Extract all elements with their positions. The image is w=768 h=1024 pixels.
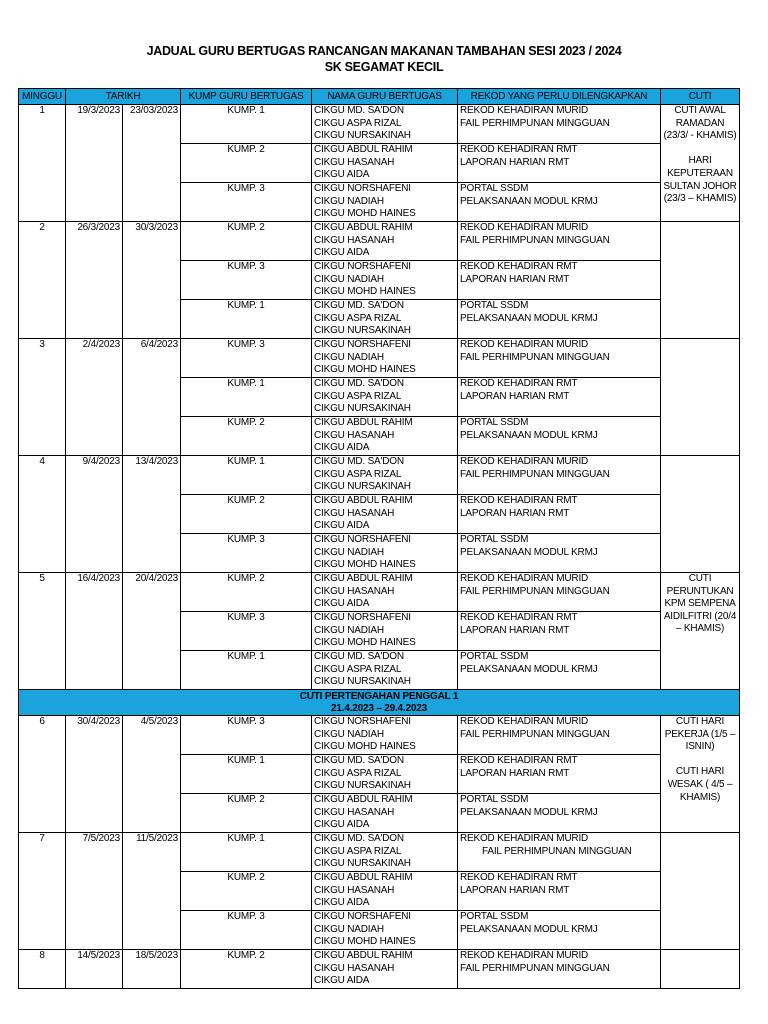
- start-date: 26/3/2023: [66, 222, 123, 339]
- teacher-names: CIKGU MD. SA'DON CIKGU ASPA RIZAL CIKGU NURSAKINAH: [312, 378, 458, 417]
- teacher-names: CIKGU NORSHAFENI CIKGU NADIAH CIKGU MOHD HAINES: [312, 261, 458, 300]
- teacher-names: CIKGU NORSHAFENI CIKGU NADIAH CIKGU MOHD HAINES: [312, 339, 458, 378]
- header-cuti: CUTI: [661, 89, 740, 105]
- group-label: KUMP. 3: [181, 183, 312, 222]
- holiday-note: CUTI HARI PEKERJA (1/5 – ISNIN) CUTI HARI WESAK ( 4/5 – KHAMIS): [661, 716, 740, 833]
- records-to-complete: REKOD KEHADIRAN MURID FAIL PERHIMPUNAN MINGGUAN: [458, 573, 661, 612]
- teacher-names: CIKGU MD. SA'DON CIKGU ASPA RIZAL CIKGU NURSAKINAH: [312, 456, 458, 495]
- teacher-names: CIKGU MD. SA'DON CIKGU ASPA RIZAL CIKGU NURSAKINAH: [312, 833, 458, 872]
- teacher-names: CIKGU ABDUL RAHIM CIKGU HASANAH CIKGU AIDA: [312, 495, 458, 534]
- group-label: KUMP. 1: [181, 651, 312, 690]
- teacher-names: CIKGU ABDUL RAHIM CIKGU HASANAH CIKGU AIDA: [312, 417, 458, 456]
- group-label: KUMP. 1: [181, 755, 312, 794]
- records-to-complete: REKOD KEHADIRAN MURID FAIL PERHIMPUNAN MINGGUAN: [458, 105, 661, 144]
- group-label: KUMP. 2: [181, 417, 312, 456]
- header-tarikh: TARIKH: [66, 89, 181, 105]
- records-to-complete: PORTAL SSDM PELAKSANAAN MODUL KRMJ: [458, 651, 661, 690]
- group-label: KUMP. 1: [181, 456, 312, 495]
- records-to-complete: REKOD KEHADIRAN RMT LAPORAN HARIAN RMT: [458, 378, 661, 417]
- records-to-complete: PORTAL SSDM PELAKSANAAN MODUL KRMJ: [458, 300, 661, 339]
- header-minggu: MINGGU: [19, 89, 66, 105]
- group-label: KUMP. 2: [181, 794, 312, 833]
- records-to-complete: REKOD KEHADIRAN MURID FAIL PERHIMPUNAN MINGGUAN: [458, 339, 661, 378]
- teacher-names: CIKGU ABDUL RAHIM CIKGU HASANAH CIKGU AIDA: [312, 872, 458, 911]
- table-row: [19, 456, 740, 495]
- start-date: 30/4/2023: [66, 716, 123, 833]
- table-row: [19, 339, 740, 378]
- teacher-names: CIKGU MD. SA'DON CIKGU ASPA RIZAL CIKGU NURSAKINAH: [312, 105, 458, 144]
- records-to-complete: REKOD KEHADIRAN RMT LAPORAN HARIAN RMT: [458, 872, 661, 911]
- group-label: KUMP. 3: [181, 534, 312, 573]
- records-to-complete: REKOD KEHADIRAN MURID FAIL PERHIMPUNAN MINGGUAN: [458, 222, 661, 261]
- holiday-note: [661, 222, 740, 339]
- week-number: 8: [19, 950, 66, 989]
- group-label: KUMP. 1: [181, 378, 312, 417]
- start-date: 14/5/2023: [66, 950, 123, 989]
- header-rekod: REKOD YANG PERLU DILENGKAPKAN: [458, 89, 661, 105]
- teacher-names: CIKGU MD. SA'DON CIKGU ASPA RIZAL CIKGU NURSAKINAH: [312, 300, 458, 339]
- week-number: 6: [19, 716, 66, 833]
- table-row: [19, 105, 740, 144]
- week-number: 7: [19, 833, 66, 950]
- group-label: KUMP. 3: [181, 716, 312, 755]
- group-label: KUMP. 3: [181, 339, 312, 378]
- teacher-names: CIKGU MD. SA'DON CIKGU ASPA RIZAL CIKGU NURSAKINAH: [312, 651, 458, 690]
- records-to-complete: REKOD KEHADIRAN RMT LAPORAN HARIAN RMT: [458, 612, 661, 651]
- group-label: KUMP. 2: [181, 495, 312, 534]
- records-to-complete: REKOD KEHADIRAN MURID FAIL PERHIMPUNAN MINGGUAN: [458, 716, 661, 755]
- end-date: 23/03/2023: [123, 105, 181, 222]
- start-date: 9/4/2023: [66, 456, 123, 573]
- table-row: [19, 833, 740, 872]
- group-label: KUMP. 1: [181, 105, 312, 144]
- break-title: CUTI PERTENGAHAN PENGGAL 1: [299, 691, 459, 702]
- group-label: KUMP. 1: [181, 300, 312, 339]
- end-date: 18/5/2023: [123, 950, 181, 989]
- records-to-complete: REKOD KEHADIRAN MURID FAIL PERHIMPUNAN MINGGUAN: [458, 950, 661, 989]
- table-row: [19, 573, 740, 612]
- end-date: 4/5/2023: [123, 716, 181, 833]
- records-to-complete: PORTAL SSDM PELAKSANAAN MODUL KRMJ: [458, 911, 661, 950]
- week-number: 5: [19, 573, 66, 690]
- records-to-complete: REKOD KEHADIRAN RMT LAPORAN HARIAN RMT: [458, 261, 661, 300]
- table-row: [19, 716, 740, 755]
- end-date: 30/3/2023: [123, 222, 181, 339]
- teacher-names: CIKGU ABDUL RAHIM CIKGU HASANAH CIKGU AIDA: [312, 794, 458, 833]
- record-line: FAIL PERHIMPUNAN MINGGUAN: [482, 845, 632, 857]
- table-row: [19, 222, 740, 261]
- holiday-note: [661, 950, 740, 989]
- teacher-names: CIKGU ABDUL RAHIM CIKGU HASANAH CIKGU AIDA: [312, 950, 458, 989]
- records-to-complete: REKOD KEHADIRAN MURID FAIL PERHIMPUNAN MINGGUAN: [458, 456, 661, 495]
- group-label: KUMP. 3: [181, 612, 312, 651]
- start-date: 7/5/2023: [66, 833, 123, 950]
- holiday-note: [661, 833, 740, 950]
- end-date: 13/4/2023: [123, 456, 181, 573]
- end-date: 11/5/2023: [123, 833, 181, 950]
- end-date: 20/4/2023: [123, 573, 181, 690]
- group-label: KUMP. 2: [181, 950, 312, 989]
- records-to-complete: REKOD KEHADIRAN RMT LAPORAN HARIAN RMT: [458, 144, 661, 183]
- week-number: 1: [19, 105, 66, 222]
- start-date: 2/4/2023: [66, 339, 123, 456]
- teacher-names: CIKGU ABDUL RAHIM CIKGU HASANAH CIKGU AIDA: [312, 144, 458, 183]
- table-row: [19, 950, 740, 989]
- group-label: KUMP. 1: [181, 833, 312, 872]
- week-number: 2: [19, 222, 66, 339]
- group-label: KUMP. 2: [181, 872, 312, 911]
- teacher-names: CIKGU MD. SA'DON CIKGU ASPA RIZAL CIKGU NURSAKINAH: [312, 755, 458, 794]
- records-to-complete: PORTAL SSDM PELAKSANAAN MODUL KRMJ: [458, 794, 661, 833]
- records-to-complete: [458, 833, 661, 872]
- start-date: 19/3/2023: [66, 105, 123, 222]
- week-number: 3: [19, 339, 66, 456]
- table-header-row: [19, 89, 740, 105]
- records-to-complete: PORTAL SSDM PELAKSANAAN MODUL KRMJ: [458, 417, 661, 456]
- duty-schedule-table: [18, 88, 740, 989]
- teacher-names: CIKGU NORSHAFENI CIKGU NADIAH CIKGU MOHD HAINES: [312, 612, 458, 651]
- holiday-note: CUTI PERUNTUKAN KPM SEMPENA AIDILFITRI (20/4 – KHAMIS): [661, 573, 740, 690]
- group-label: KUMP. 3: [181, 911, 312, 950]
- teacher-names: CIKGU NORSHAFENI CIKGU NADIAH CIKGU MOHD HAINES: [312, 716, 458, 755]
- header-kump: KUMP GURU BERTUGAS: [181, 89, 312, 105]
- records-to-complete: PORTAL SSDM PELAKSANAAN MODUL KRMJ: [458, 183, 661, 222]
- mid-term-break-band: [19, 690, 740, 716]
- teacher-names: CIKGU NORSHAFENI CIKGU NADIAH CIKGU MOHD HAINES: [312, 183, 458, 222]
- teacher-names: CIKGU ABDUL RAHIM CIKGU HASANAH CIKGU AIDA: [312, 573, 458, 612]
- header-nama: NAMA GURU BERTUGAS: [312, 89, 458, 105]
- week-number: 4: [19, 456, 66, 573]
- group-label: KUMP. 2: [181, 144, 312, 183]
- school-name: SK SEGAMAT KECIL: [324, 60, 444, 74]
- end-date: 6/4/2023: [123, 339, 181, 456]
- start-date: 16/4/2023: [66, 573, 123, 690]
- records-to-complete: REKOD KEHADIRAN RMT LAPORAN HARIAN RMT: [458, 495, 661, 534]
- records-to-complete: REKOD KEHADIRAN RMT LAPORAN HARIAN RMT: [458, 755, 661, 794]
- group-label: KUMP. 3: [181, 261, 312, 300]
- mid-term-break-row: [19, 690, 740, 716]
- group-label: KUMP. 2: [181, 222, 312, 261]
- group-label: KUMP. 2: [181, 573, 312, 612]
- document-title: JADUAL GURU BERTUGAS RANCANGAN MAKANAN TAMBAHAN SESI 2023 / 2024: [146, 44, 622, 58]
- record-line: REKOD KEHADIRAN MURID: [460, 833, 589, 844]
- holiday-note: [661, 456, 740, 573]
- holiday-note: CUTI AWAL RAMADAN (23/3/ - KHAMIS) HARI KEPUTERAAN SULTAN JOHOR (23/3 – KHAMIS): [661, 105, 740, 222]
- records-to-complete: PORTAL SSDM PELAKSANAAN MODUL KRMJ: [458, 534, 661, 573]
- teacher-names: CIKGU ABDUL RAHIM CIKGU HASANAH CIKGU AIDA: [312, 222, 458, 261]
- teacher-names: CIKGU NORSHAFENI CIKGU NADIAH CIKGU MOHD HAINES: [312, 534, 458, 573]
- holiday-note: [661, 339, 740, 456]
- teacher-names: CIKGU NORSHAFENI CIKGU NADIAH CIKGU MOHD HAINES: [312, 911, 458, 950]
- break-dates: 21.4.2023 – 29.4.2023: [331, 702, 427, 714]
